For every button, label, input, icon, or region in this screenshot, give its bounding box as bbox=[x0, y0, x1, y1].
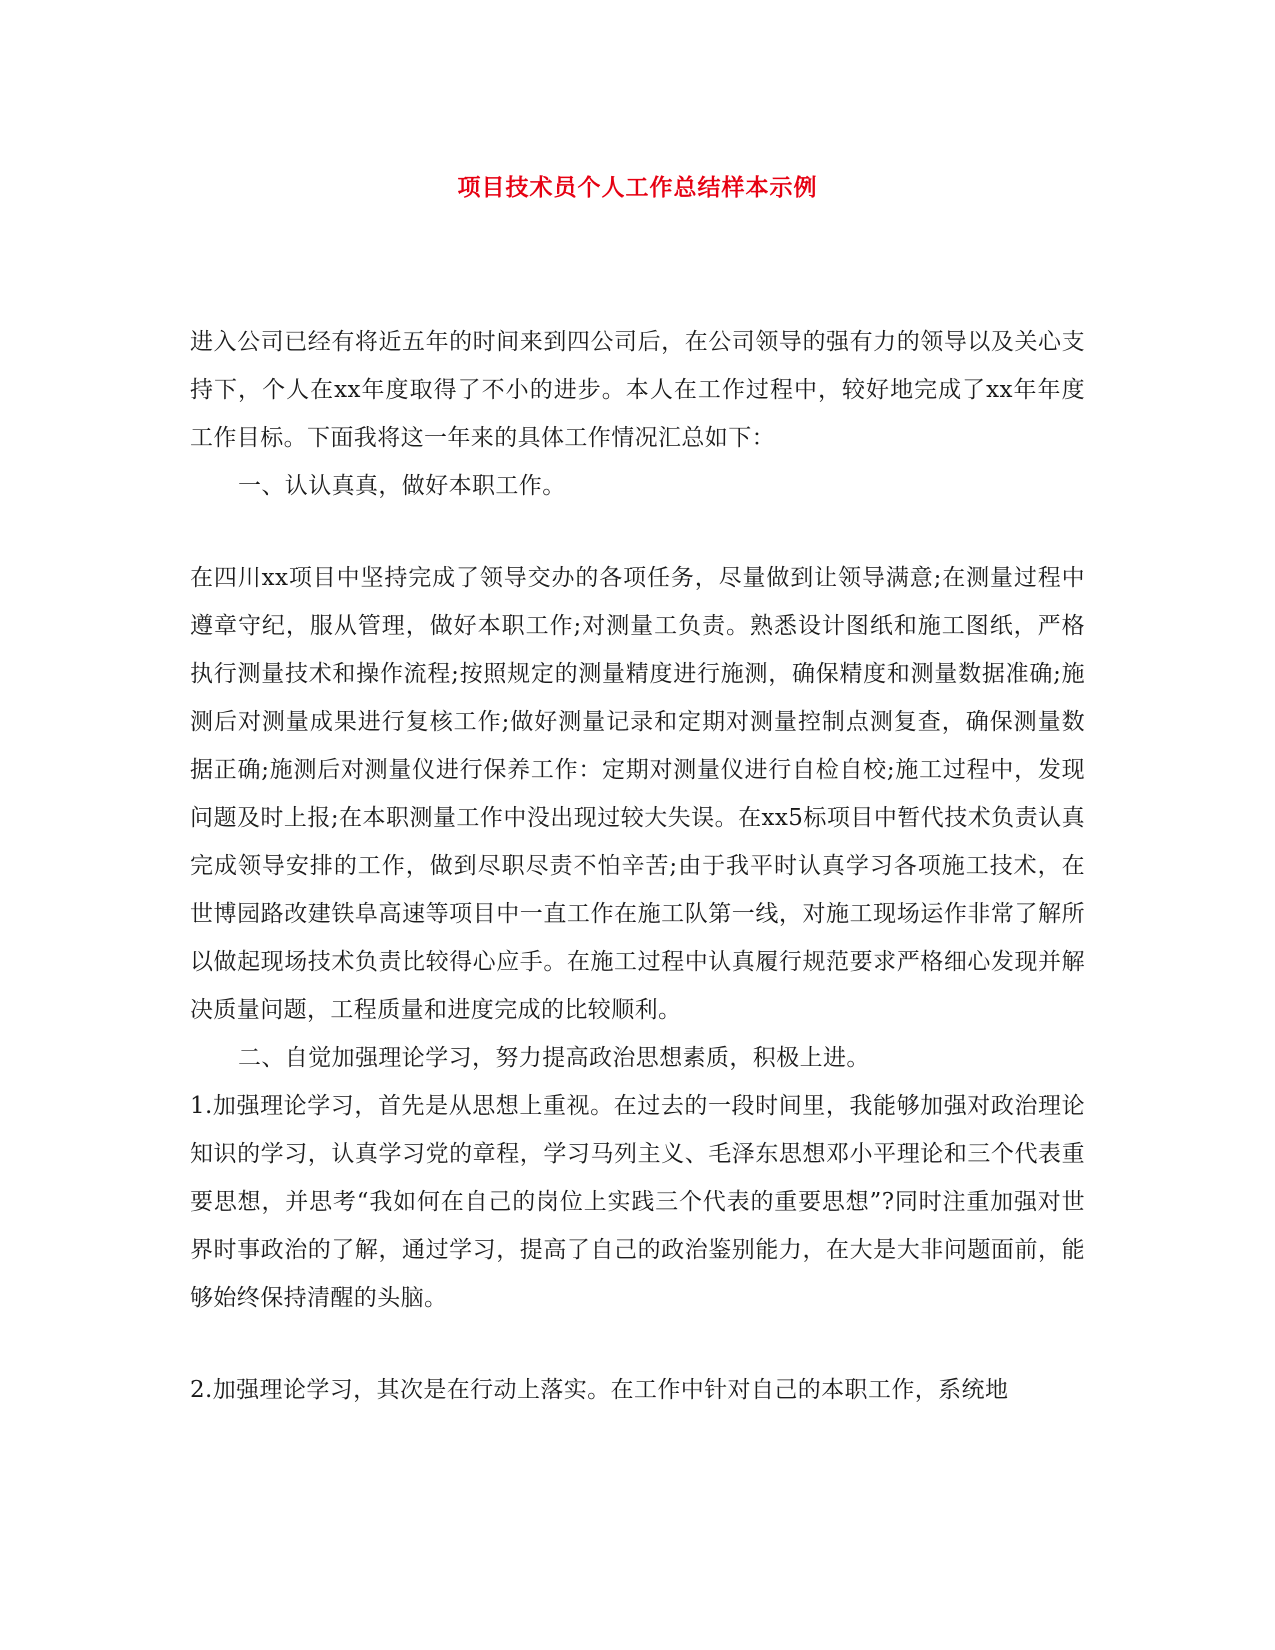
section-2-item-1: 1.加强理论学习，首先是从思想上重视。在过去的一段时间里，我能够加强对政治理论知识的学习，认真学习党的章程，学习马列主义、毛泽东思想邓小平理论和三个代表重要思想，并思考“我如何在自己的岗位上实践三个代表的重要思想”?同时注重加强对世界时事政治的了解，通过学习，提高了自己的政治鉴别能力，在大是大非问题面前，能够始终保持清醒的头脑。 bbox=[190, 1093, 1085, 1311]
section-heading-2: 二、自觉加强理论学习，努力提高政治思想素质，积极上进。 bbox=[238, 1045, 870, 1071]
document-body bbox=[190, 318, 1085, 1414]
section-1-paragraph: 在四川xx项目中坚持完成了领导交办的各项任务，尽量做到让领导满意;在测量过程中遵章守纪，服从管理，做好本职工作;对测量工负责。熟悉设计图纸和施工图纸，严格执行测量技术和操作流程;按照规定的测量精度进行施测，确保精度和测量数据准确;施测后对测量成果进行复核工作;做好测量记录和定期对测量控制点测复查，确保测量数据正确;施测后对测量仪进行保养工作：定期对测量仪进行自检自校;施工过程中，发现问题及时上报;在本职测量工作中没出现过较大失误。在xx5标项目中暂代技术负责认真完成领导安排的工作，做到尽职尽责不怕辛苦;由于我平时认真学习各项施工技术，在世博园路改建铁阜高速等项目中一直工作在施工队第一线，对施工现场运作非常了解所以做起现场技术负责比较得心应手。在施工过程中认真履行规范要求严格细心发现并解决质量问题，工程质量和进度完成的比较顺利。 bbox=[190, 565, 1085, 1023]
section-heading-1: 一、认认真真，做好本职工作。 bbox=[238, 473, 566, 499]
section-2-item-2: 2.加强理论学习，其次是在行动上落实。在工作中针对自己的本职工作，系统地 bbox=[190, 1377, 1009, 1403]
paragraph-spacer bbox=[190, 1322, 1085, 1366]
intro-paragraph: 进入公司已经有将近五年的时间来到四公司后，在公司领导的强有力的领导以及关心支持下，个人在xx年度取得了不小的进步。本人在工作过程中，较好地完成了xx年年度工作目标。下面我将这一年来的具体工作情况汇总如下： bbox=[190, 329, 1085, 451]
document-title: 项目技术员个人工作总结样本示例 bbox=[457, 174, 818, 201]
paragraph-spacer bbox=[190, 510, 1085, 554]
